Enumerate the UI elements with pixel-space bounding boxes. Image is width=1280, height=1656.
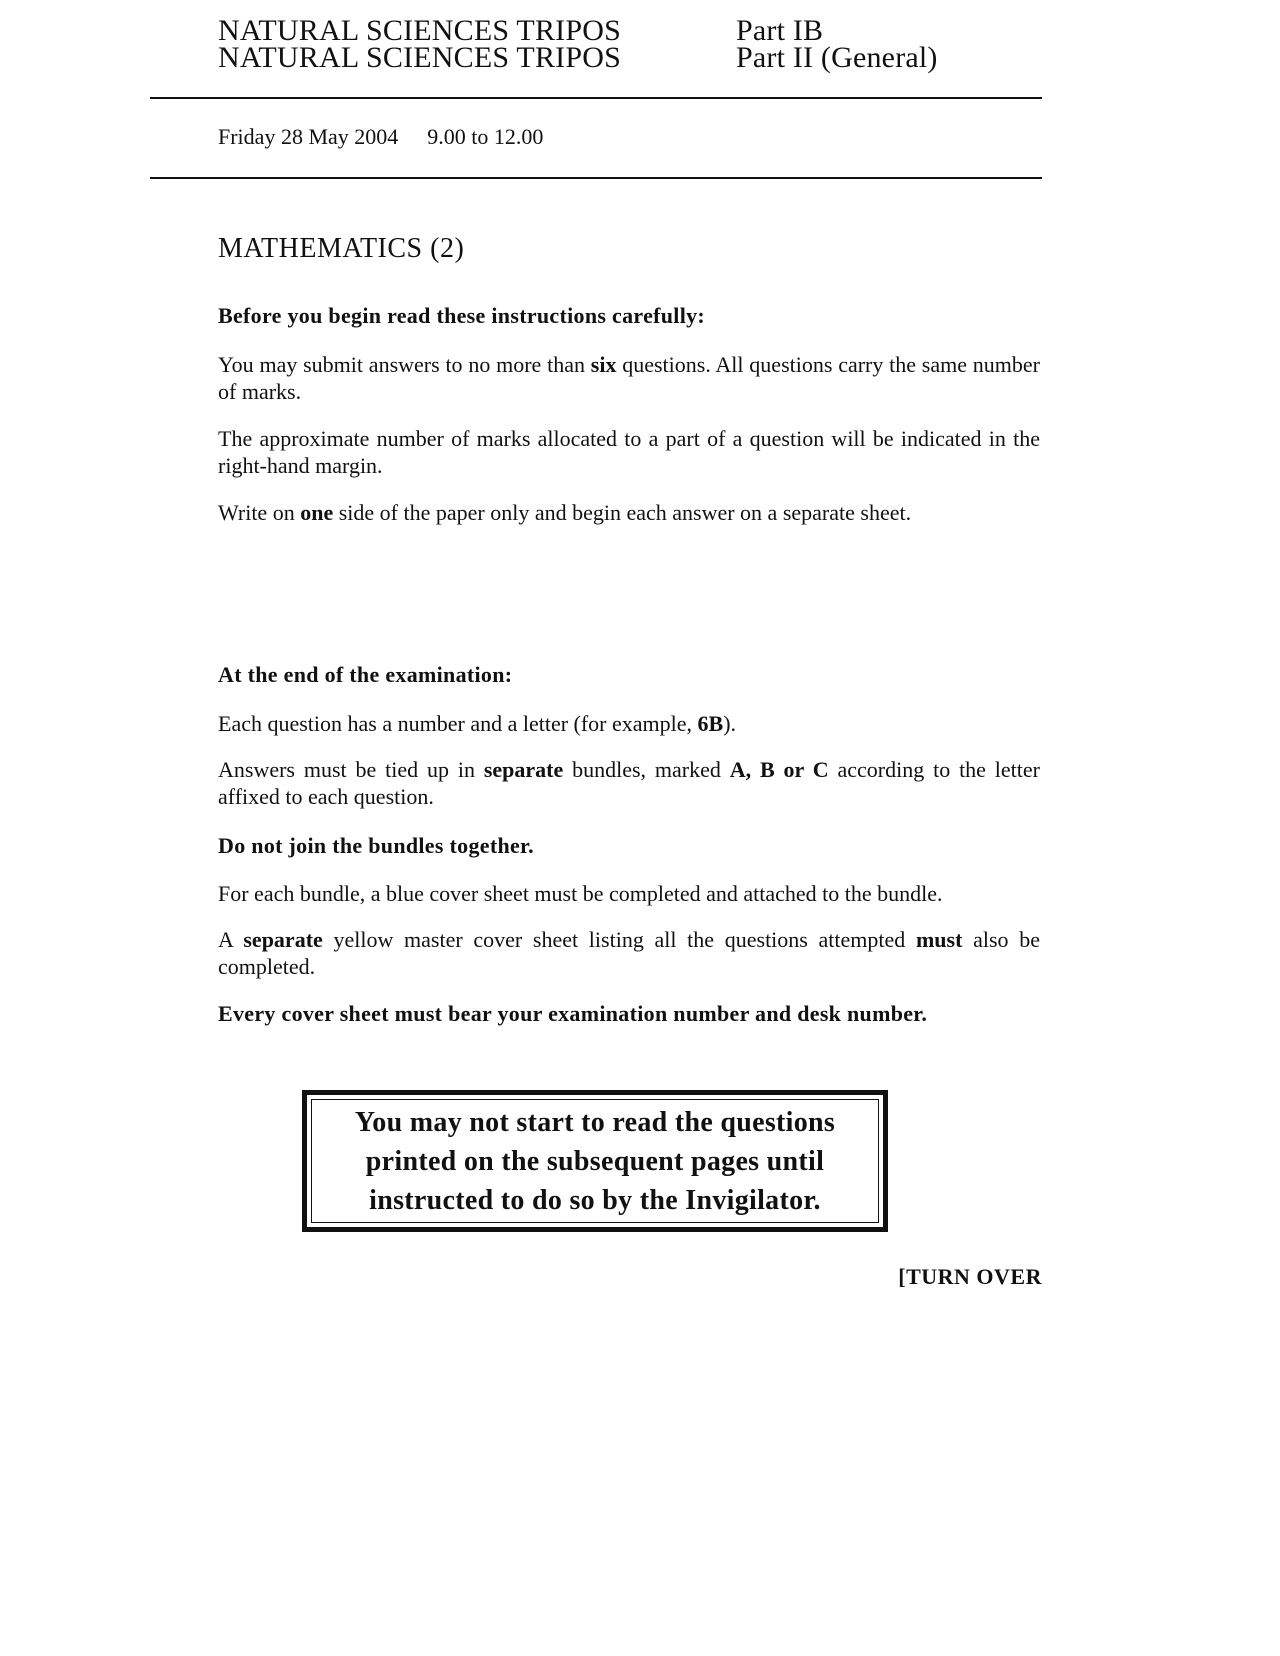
exam-time: 9.00 to 12.00 (427, 124, 544, 149)
end-yellow-master-sheet (218, 926, 1040, 980)
turn-over-label: [TURN OVER (898, 1264, 1042, 1289)
end-do-not-join: Do not join the bundles together. (218, 833, 534, 858)
end-number-letter-a: Each question has a number and a letter (for example, (218, 711, 698, 736)
instruction-one-side (218, 499, 1040, 526)
end-separate-bundles-c: bundles, marked (563, 757, 730, 782)
end-yellow-master-sheet-d: must (915, 927, 963, 952)
invigilator-notice-inner (311, 1099, 879, 1223)
end-separate-bundles-a: Answers must be tied up in (218, 757, 484, 782)
invigilator-notice-text (355, 1103, 835, 1220)
header-tripos-line-2: NATURAL SCIENCES TRIPOS (218, 41, 621, 74)
end-yellow-master-sheet-b: separate (243, 927, 323, 952)
end-yellow-master-sheet-c: yellow master cover sheet listing all the questions attempted (322, 927, 916, 952)
end-separate-bundles (218, 756, 1040, 810)
end-heading: At the end of the examination: (218, 662, 513, 687)
header-part-ii-general: Part II (General) (736, 41, 938, 74)
instruction-one-side-a: Write on (218, 500, 301, 525)
instruction-six-questions-c: questions. All questions carry the same number of marks. (218, 352, 1040, 404)
end-number-letter-b: 6B (697, 711, 724, 736)
end-yellow-master-sheet-e: also be completed. (218, 927, 1041, 979)
instruction-one-side-c: side of the paper only and begin each answer on a separate sheet. (333, 500, 912, 525)
invigilator-notice-box (302, 1090, 888, 1232)
end-separate-bundles-b: separate (483, 757, 564, 782)
end-separate-bundles-d: A, B or C (729, 757, 829, 782)
end-number-letter (218, 710, 1040, 737)
notice-line-2: printed on the subsequent pages until (365, 1145, 825, 1177)
instruction-marks-margin: The approximate number of marks allocated to a part of a question will be indicated in the right-hand margin. (218, 426, 1040, 478)
before-heading: Before you begin read these instructions carefully: (218, 303, 706, 328)
instruction-six-questions-b: six (590, 352, 617, 377)
top-rule (150, 97, 1042, 99)
end-yellow-master-sheet-a: A (218, 927, 244, 952)
exam-date: Friday 28 May 2004 (218, 124, 399, 149)
instruction-one-side-b: one (300, 500, 334, 525)
subject-title: MATHEMATICS (2) (218, 233, 465, 264)
header-part-ib: Part IB (736, 14, 824, 47)
instruction-six-questions (218, 351, 1040, 405)
notice-line-3: instructed to do so by the Invigilator. (369, 1184, 821, 1216)
end-blue-cover-sheet: For each bundle, a blue cover sheet must be completed and attached to the bundle. (218, 881, 943, 906)
bottom-rule (150, 177, 1042, 179)
end-cover-sheet-numbers: Every cover sheet must bear your examination number and desk number. (218, 1001, 928, 1026)
notice-line-1: You may not start to read the questions (354, 1106, 836, 1138)
instruction-six-questions-a: You may submit answers to no more than (218, 352, 591, 377)
exam-date-line (218, 124, 543, 150)
header-tripos-line-1: NATURAL SCIENCES TRIPOS (218, 14, 621, 47)
end-separate-bundles-e: according to the letter affixed to each question. (218, 757, 1040, 809)
end-number-letter-c: ). (723, 711, 737, 736)
